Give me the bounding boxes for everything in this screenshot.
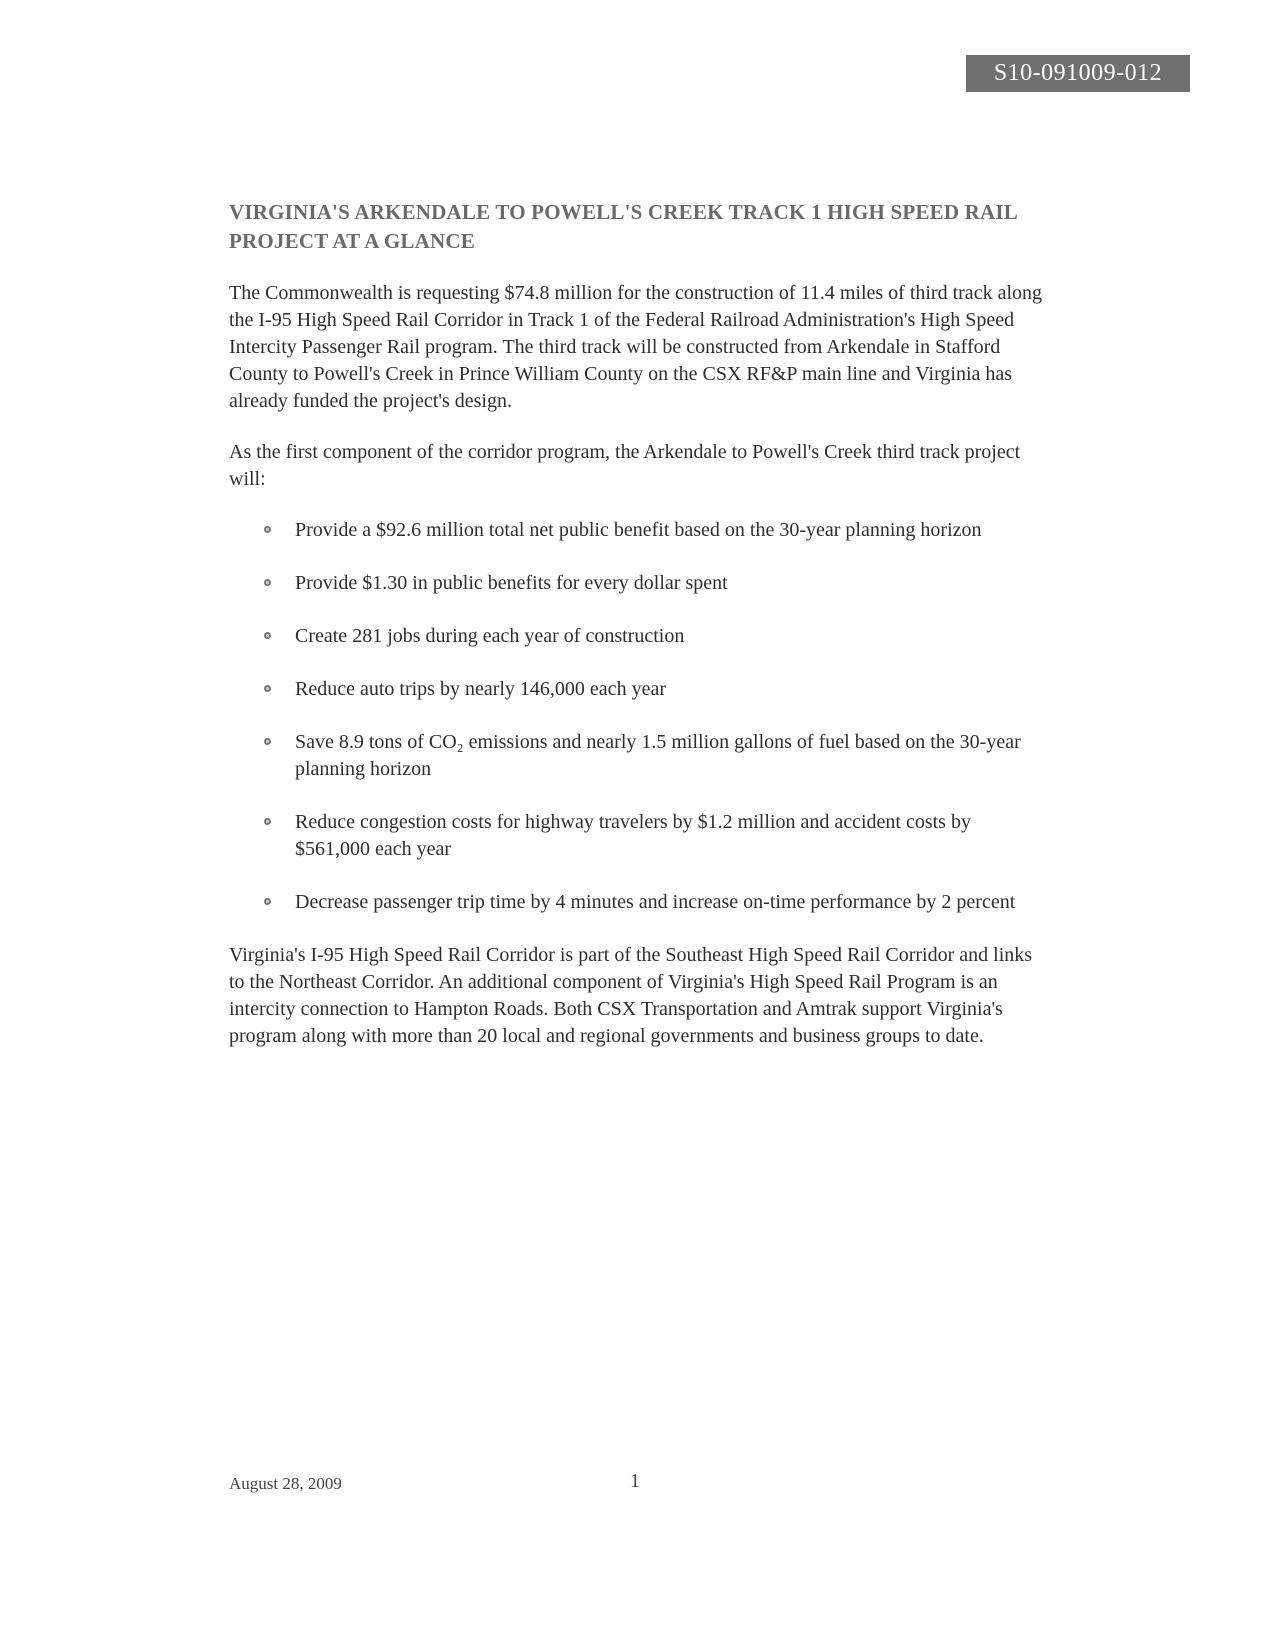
page-number: 1 (630, 1470, 640, 1492)
bullet-icon (264, 738, 271, 745)
list-item (229, 517, 1049, 544)
list-item (229, 729, 1049, 783)
list-item-text: Decrease passenger trip time by 4 minutes and increase on-time performance by 2 percent (295, 891, 1016, 913)
bullet-icon (264, 579, 271, 586)
closing-paragraph: Virginia's I-95 High Speed Rail Corridor is part of the Southeast High Speed Rail Corridor and links to the Northeast Corridor. An additional component of Virginia's High Speed Rail Program is an intercity connection to Hampton Roads. Both CSX Transportation and Amtrak support Virginia's program along with more than 20 local and regional governments and business groups to date. (229, 944, 1033, 1047)
list-item-text: Save 8.9 tons of CO₂ emissions and nearly 1.5 million gallons of fuel based on the 30-year planning horizon (295, 731, 1021, 780)
bullet-icon (264, 632, 271, 639)
list-item-text: Provide $1.30 in public benefits for every dollar spent (295, 572, 728, 594)
list-item-text: Provide a $92.6 million total net public benefit based on the 30-year planning horizon (295, 519, 982, 541)
bullet-icon (264, 526, 271, 533)
document-body (229, 198, 1049, 1074)
document-id-stamp: S10-091009-012 (966, 55, 1190, 92)
page-title: VIRGINIA'S ARKENDALE TO POWELL'S CREEK TRACK 1 HIGH SPEED RAIL PROJECT AT A GLANCE (229, 200, 1017, 253)
list-item (229, 676, 1049, 703)
list-item (229, 623, 1049, 650)
bullet-icon (264, 685, 271, 692)
list-item-text: Create 281 jobs during each year of construction (295, 625, 685, 647)
list-item (229, 889, 1049, 916)
list-item (229, 570, 1049, 597)
list-item-text: Reduce congestion costs for highway travelers by $1.2 million and accident costs by $561,000 each year (295, 811, 971, 860)
list-item-text: Reduce auto trips by nearly 146,000 each year (295, 678, 666, 700)
lead-in-paragraph: As the first component of the corridor program, the Arkendale to Powell's Creek third track project will: (229, 441, 1021, 490)
bullet-icon (264, 818, 271, 825)
bullet-icon (264, 898, 271, 905)
list-item (229, 809, 1049, 863)
benefits-list (229, 517, 1049, 916)
footer-date: August 28, 2009 (229, 1474, 342, 1493)
intro-paragraph: The Commonwealth is requesting $74.8 million for the construction of 11.4 miles of third track along the I-95 High Speed Rail Corridor in Track 1 of the Federal Railroad Administration's High Speed Intercity Passenger Rail program. The third track will be constructed from Arkendale in Stafford County to Powell's Creek in Prince William County on the CSX RF&P main line and Virginia has already funded the project's design. (229, 282, 1042, 412)
